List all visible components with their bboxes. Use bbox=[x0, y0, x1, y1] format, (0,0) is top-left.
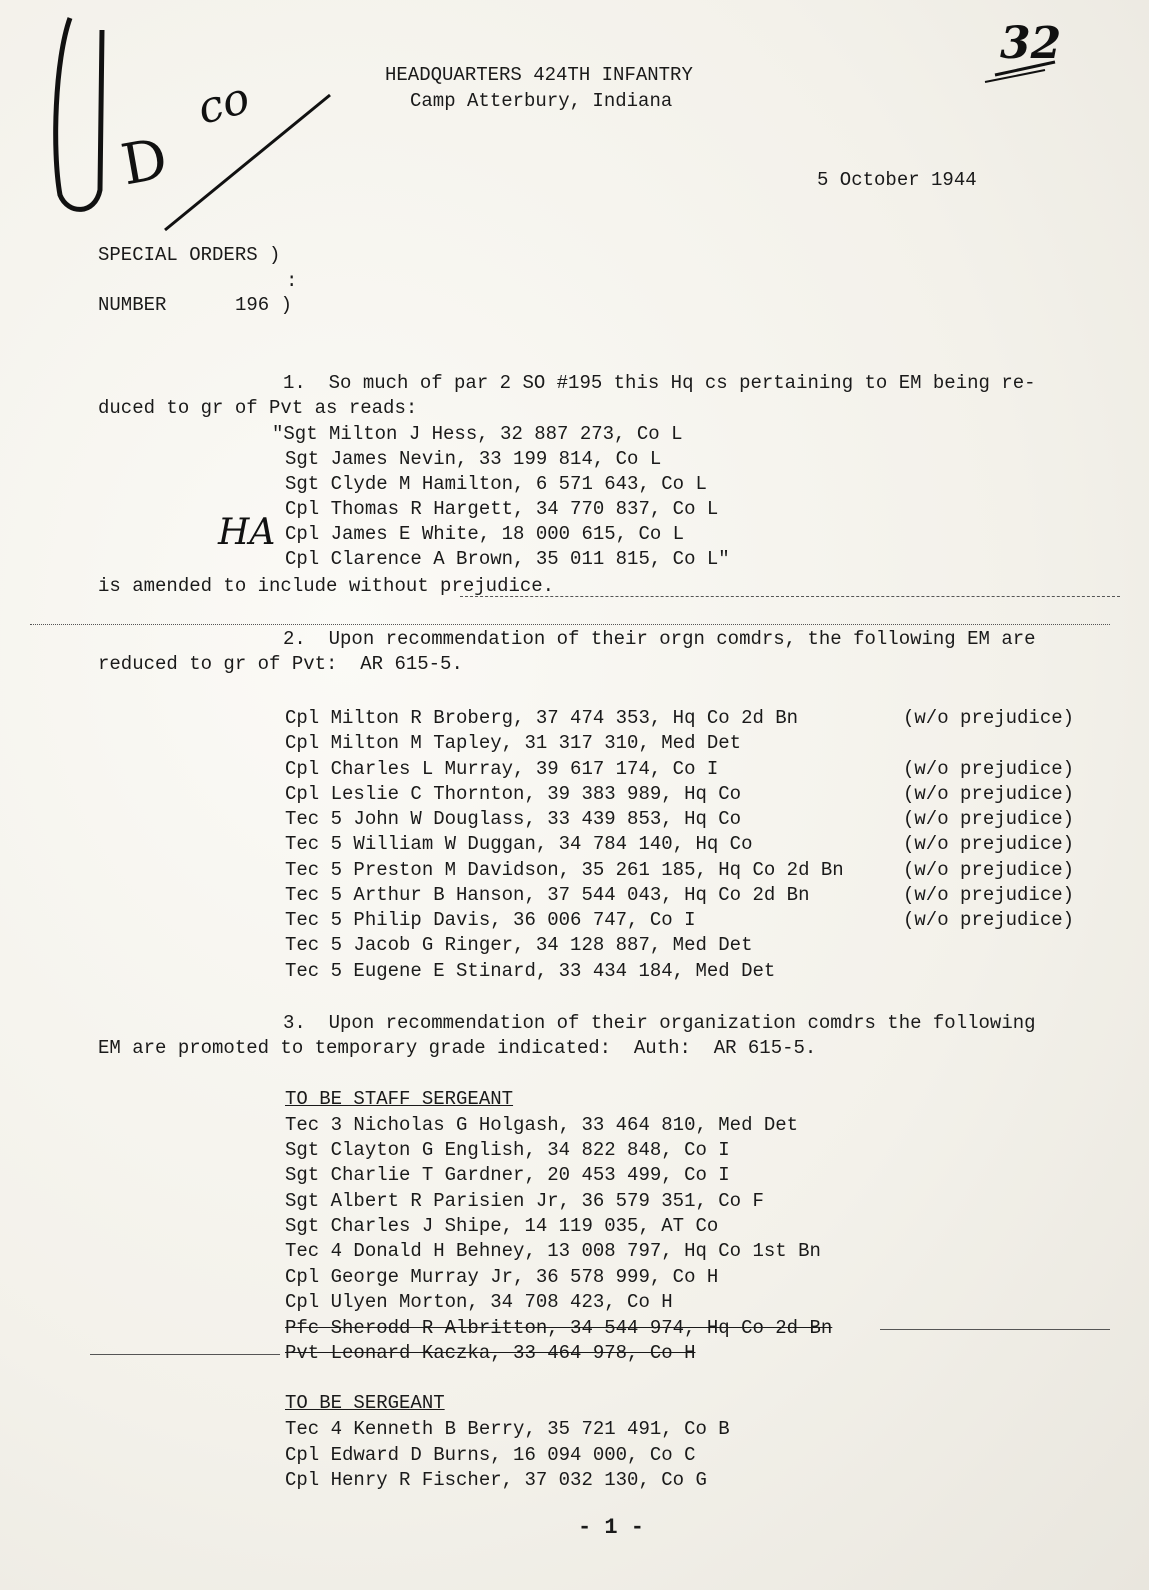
page-mark: 32 bbox=[1000, 18, 1062, 69]
special-orders-label: SPECIAL ORDERS ) bbox=[98, 244, 281, 266]
para2-line2: reduced to gr of Pvt: AR 615-5. bbox=[98, 653, 463, 675]
reduction-note: (w/o prejudice) bbox=[903, 707, 1075, 729]
staff-entry: Sgt Clayton G English, 34 822 848, Co I bbox=[285, 1139, 730, 1161]
para1-line2: duced to gr of Pvt as reads: bbox=[98, 397, 418, 419]
order-number: 196 ) bbox=[235, 294, 293, 316]
reduction-note: (w/o prejudice) bbox=[903, 859, 1075, 881]
reduction-note: (w/o prejudice) bbox=[903, 909, 1075, 931]
para1-name: "Sgt Milton J Hess, 32 887 273, Co L bbox=[272, 423, 683, 445]
para1-closing: is amended to include without prejudice. bbox=[98, 575, 555, 597]
staff-entry: Tec 3 Nicholas G Holgash, 33 464 810, Med Det bbox=[285, 1114, 799, 1136]
reduction-note: (w/o prejudice) bbox=[903, 884, 1075, 906]
para1-name: Cpl Thomas R Hargett, 34 770 837, Co L bbox=[285, 498, 719, 520]
handwritten-co: co bbox=[192, 72, 255, 135]
divider bbox=[460, 596, 1120, 597]
order-colon: : bbox=[286, 270, 298, 292]
staff-entry: Sgt Albert R Parisien Jr, 36 579 351, Co F bbox=[285, 1190, 764, 1212]
strike-line bbox=[880, 1329, 1110, 1330]
location: Camp Atterbury, Indiana bbox=[410, 90, 673, 112]
para1-name: Sgt James Nevin, 33 199 814, Co L bbox=[285, 448, 662, 470]
strike-line bbox=[90, 1354, 280, 1355]
reduction-entry: Tec 5 Philip Davis, 36 006 747, Co I bbox=[285, 909, 696, 931]
reduction-entry: Tec 5 John W Douglass, 33 439 853, Hq Co bbox=[285, 808, 742, 830]
staff-sergeant-heading: TO BE STAFF SERGEANT bbox=[285, 1088, 514, 1110]
sergeant-entry: Cpl Henry R Fischer, 37 032 130, Co G bbox=[285, 1469, 707, 1491]
staff-entry: Cpl Ulyen Morton, 34 708 423, Co H bbox=[285, 1291, 673, 1313]
reduction-entry: Tec 5 Jacob G Ringer, 34 128 887, Med Det bbox=[285, 934, 753, 956]
staff-entry: Cpl George Murray Jr, 36 578 999, Co H bbox=[285, 1266, 719, 1288]
reduction-note: (w/o prejudice) bbox=[903, 833, 1075, 855]
reduction-note: (w/o prejudice) bbox=[903, 808, 1075, 830]
struck-entry: Pvt Leonard Kaczka, 33 464 978, Co H bbox=[285, 1342, 696, 1364]
para2-line1: 2. Upon recommendation of their orgn comdrs, the following EM are bbox=[283, 628, 1036, 650]
reduction-entry: Cpl Charles L Murray, 39 617 174, Co I bbox=[285, 758, 719, 780]
unit-heading: HEADQUARTERS 424TH INFANTRY bbox=[385, 64, 693, 86]
order-date: 5 October 1944 bbox=[817, 169, 977, 191]
para3-line1: 3. Upon recommendation of their organization comdrs the following bbox=[283, 1012, 1036, 1034]
sergeant-entry: Tec 4 Kenneth B Berry, 35 721 491, Co B bbox=[285, 1418, 730, 1440]
handwritten-d: D bbox=[116, 126, 173, 199]
para3-line2: EM are promoted to temporary grade indicated: Auth: AR 615-5. bbox=[98, 1037, 817, 1059]
staff-entry: Sgt Charlie T Gardner, 20 453 499, Co I bbox=[285, 1164, 730, 1186]
page-number: - 1 - bbox=[578, 1515, 645, 1540]
para1-name: Cpl Clarence A Brown, 35 011 815, Co L" bbox=[285, 548, 730, 570]
sergeant-heading: TO BE SERGEANT bbox=[285, 1392, 445, 1414]
number-label: NUMBER bbox=[98, 294, 167, 316]
reduction-note: (w/o prejudice) bbox=[903, 783, 1075, 805]
reduction-entry: Cpl Milton M Tapley, 31 317 310, Med Det bbox=[285, 732, 742, 754]
divider bbox=[30, 624, 1110, 625]
struck-entry: Pfc Sherodd R Albritton, 34 544 974, Hq Co 2d Bn bbox=[285, 1317, 833, 1339]
para1-name: Sgt Clyde M Hamilton, 6 571 643, Co L bbox=[285, 473, 707, 495]
sergeant-entry: Cpl Edward D Burns, 16 094 000, Co C bbox=[285, 1444, 696, 1466]
reduction-entry: Cpl Milton R Broberg, 37 474 353, Hq Co 2d Bn bbox=[285, 707, 799, 729]
reduction-entry: Tec 5 Eugene E Stinard, 33 434 184, Med Det bbox=[285, 960, 776, 982]
staff-entry: Tec 4 Donald H Behney, 13 008 797, Hq Co 1st Bn bbox=[285, 1240, 821, 1262]
staff-entry: Sgt Charles J Shipe, 14 119 035, AT Co bbox=[285, 1215, 719, 1237]
para1-name: Cpl James E White, 18 000 615, Co L bbox=[285, 523, 685, 545]
reduction-entry: Tec 5 Preston M Davidson, 35 261 185, Hq Co 2d Bn bbox=[285, 859, 844, 881]
margin-mark: HA bbox=[218, 512, 276, 553]
reduction-entry: Cpl Leslie C Thornton, 39 383 989, Hq Co bbox=[285, 783, 742, 805]
reduction-entry: Tec 5 William W Duggan, 34 784 140, Hq Co bbox=[285, 833, 753, 855]
para1-line1: 1. So much of par 2 SO #195 this Hq cs pertaining to EM being re- bbox=[283, 372, 1036, 394]
reduction-note: (w/o prejudice) bbox=[903, 758, 1075, 780]
reduction-entry: Tec 5 Arthur B Hanson, 37 544 043, Hq Co 2d Bn bbox=[285, 884, 810, 906]
